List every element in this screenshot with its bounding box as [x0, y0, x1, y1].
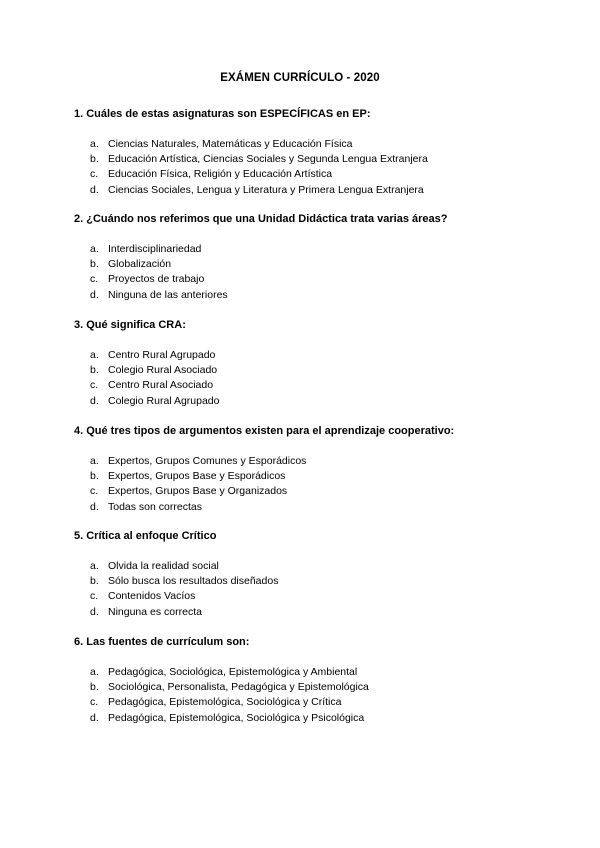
option-a	[74, 242, 554, 257]
option-d	[74, 605, 554, 620]
option-letter: d.	[90, 394, 99, 407]
question-text: 4. Qué tres tipos de argumentos existen para el aprendizaje cooperativo:	[74, 425, 455, 437]
option-a	[74, 348, 554, 363]
option-text: Educación Artística, Ciencias Sociales y Segunda Lengua Extranjera	[108, 153, 428, 166]
option-list	[74, 137, 554, 198]
option-text: Proyectos de trabajo	[108, 273, 205, 286]
question-2	[74, 212, 554, 303]
option-letter: b.	[90, 470, 99, 483]
option-text: Ninguna es correcta	[108, 605, 202, 618]
option-a	[74, 665, 554, 680]
option-c	[74, 589, 554, 604]
option-text: Centro Rural Agrupado	[108, 349, 216, 361]
question-1	[74, 107, 554, 198]
option-text: Sociológica, Personalista, Pedagógica y Epistemológica	[108, 681, 369, 694]
option-letter: d.	[90, 183, 99, 196]
question-text: 3. Qué significa CRA:	[74, 319, 186, 331]
option-text: Ninguna de las anteriores	[108, 288, 228, 301]
option-text: Expertos, Grupos Comunes y Esporádicos	[108, 455, 307, 467]
option-letter: d.	[90, 288, 99, 301]
option-b	[74, 680, 554, 695]
option-d	[74, 394, 554, 409]
option-b	[74, 363, 554, 378]
question-text: 2. ¿Cuándo nos referimos que una Unidad Didáctica trata varias áreas?	[74, 213, 448, 225]
question-text: 6. Las fuentes de currículum son:	[74, 636, 250, 648]
question-6	[74, 635, 554, 726]
option-b	[74, 257, 554, 272]
option-letter: c.	[90, 379, 99, 392]
option-text: Olvida la realidad social	[108, 560, 219, 572]
option-c	[74, 272, 554, 287]
option-list	[74, 665, 554, 726]
option-letter: c.	[90, 273, 99, 286]
option-d	[74, 711, 554, 726]
option-letter: c.	[90, 485, 99, 498]
option-letter: a.	[90, 455, 99, 467]
page-title: EXÁMEN CURRÍCULO - 2020	[220, 72, 380, 84]
option-letter: b.	[90, 153, 99, 166]
option-c	[74, 484, 554, 499]
option-list	[74, 242, 554, 303]
option-letter: c.	[90, 168, 99, 181]
option-a	[74, 454, 554, 469]
option-text: Expertos, Grupos Base y Esporádicos	[108, 470, 286, 483]
option-text: Todas son correctas	[108, 500, 202, 513]
option-text: Pedagógica, Epistemológica, Sociológica y Psicológica	[108, 711, 365, 724]
option-letter: a.	[90, 138, 99, 150]
option-list	[74, 348, 554, 409]
option-text: Sólo busca los resultados diseñados	[108, 575, 279, 588]
option-a	[74, 559, 554, 574]
option-letter: d.	[90, 711, 99, 724]
option-text: Contenidos Vacíos	[108, 590, 196, 603]
option-text: Educación Física, Religión y Educación Artística	[108, 168, 333, 181]
option-letter: b.	[90, 364, 99, 377]
option-letter: b.	[90, 575, 99, 588]
option-text: Colegio Rural Asociado	[108, 364, 218, 377]
question-3	[74, 318, 554, 409]
option-text: Centro Rural Asociado	[108, 379, 214, 392]
option-d	[74, 183, 554, 198]
question-text: 1. Cuáles de estas asignaturas son ESPECÍFICAS en EP:	[74, 108, 371, 120]
option-letter: d.	[90, 500, 99, 513]
option-a	[74, 137, 554, 152]
option-letter: b.	[90, 258, 99, 271]
option-letter: c.	[90, 590, 99, 603]
question-4	[74, 424, 554, 515]
option-text: Pedagógica, Epistemológica, Sociológica y Crítica	[108, 696, 342, 709]
option-text: Ciencias Sociales, Lengua y Literatura y Primera Lengua Extranjera	[108, 183, 424, 196]
question-text: 5. Crítica al enfoque Crítico	[74, 530, 217, 542]
option-d	[74, 288, 554, 303]
option-list	[74, 559, 554, 620]
option-c	[74, 695, 554, 710]
option-letter: a.	[90, 349, 99, 361]
option-letter: a.	[90, 666, 99, 678]
option-text: Pedagógica, Sociológica, Epistemológica y Ambiental	[108, 666, 358, 678]
option-letter: a.	[90, 243, 99, 255]
option-text: Globalización	[108, 258, 172, 271]
option-c	[74, 378, 554, 393]
option-text: Colegio Rural Agrupado	[108, 394, 220, 407]
option-letter: d.	[90, 605, 99, 618]
question-5	[74, 529, 554, 620]
option-b	[74, 574, 554, 589]
option-b	[74, 152, 554, 167]
option-b	[74, 469, 554, 484]
option-text: Interdisciplinariedad	[108, 243, 202, 255]
option-text: Ciencias Naturales, Matemáticas y Educación Física	[108, 138, 353, 150]
option-c	[74, 167, 554, 182]
option-letter: b.	[90, 681, 99, 694]
option-text: Expertos, Grupos Base y Organizados	[108, 485, 288, 498]
option-letter: a.	[90, 560, 99, 572]
option-d	[74, 500, 554, 515]
option-list	[74, 454, 554, 515]
option-letter: c.	[90, 696, 99, 709]
